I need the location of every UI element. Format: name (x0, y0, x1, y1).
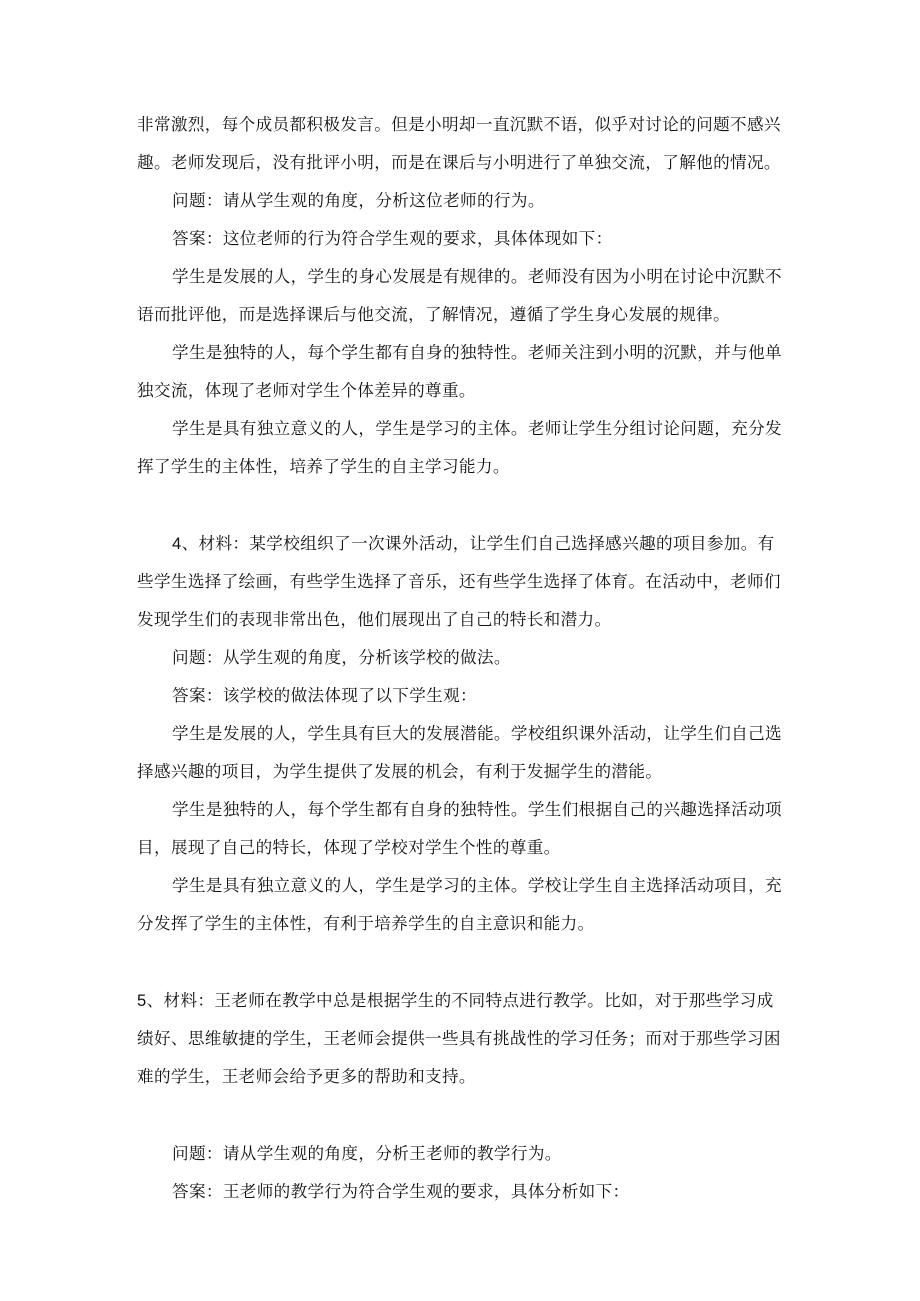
answer-point-line: 学生是发展的人，学生的身心发展是有规律的。老师没有因为小明在讨论中沉默不 (172, 267, 782, 286)
answer-point-line: 学生是具有独立意义的人，学生是学习的主体。学校让学生自主选择活动项目，充 (172, 876, 782, 895)
answer-intro: 答案：该学校的做法体现了以下学生观： (172, 686, 477, 705)
answer-point-line: 目，展现了自己的特长，体现了学校对学生个性的尊重。 (137, 838, 561, 857)
answer-intro: 答案：这位老师的行为符合学生观的要求，具体体现如下： (172, 229, 613, 248)
material-line: 趣。老师发现后，没有批评小明，而是在课后与小明进行了单独交流，了解他的情况。 (137, 153, 781, 172)
question-text: 问题：请从学生观的角度，分析这位老师的行为。 (172, 191, 545, 210)
material-line: 非常激烈，每个成员都积极发言。但是小明却一直沉默不语，似乎对讨论的问题不感兴 (137, 115, 781, 134)
answer-point-line: 独交流，体现了老师对学生个体差异的尊重。 (137, 381, 476, 400)
answer-point-line: 择感兴趣的项目，为学生提供了发展的机会，有利于发掘学生的潜能。 (137, 762, 663, 781)
question-text: 问题：请从学生观的角度，分析王老师的教学行为。 (172, 1144, 562, 1163)
answer-point-line: 分发挥了学生的主体性，有利于培养学生的自主意识和能力。 (137, 914, 595, 933)
material-text: 、材料：某学校组织了一次课外活动，让学生们自己选择感兴趣的项目参加。有 (181, 534, 775, 553)
material-line: 难的学生，王老师会给予更多的帮助和支持。 (137, 1067, 476, 1086)
answer-point-line: 学生是独特的人，每个学生都有自身的独特性。老师关注到小明的沉默，并与他单 (172, 343, 782, 362)
section-number: 5 (137, 991, 147, 1010)
question-text: 问题：从学生观的角度，分析该学校的做法。 (172, 648, 511, 667)
material-line: 绩好、思维敏捷的学生，王老师会提供一些具有挑战性的学习任务；而对于那些学习困 (137, 1029, 781, 1048)
material-line: 些学生选择了绘画，有些学生选择了音乐，还有些学生选择了体育。在活动中，老师们 (137, 572, 781, 591)
material-line: 发现学生们的表现非常出色，他们展现出了自己的特长和潜力。 (137, 610, 612, 629)
answer-intro: 答案：王老师的教学行为符合学生观的要求，具体分析如下： (172, 1182, 630, 1201)
answer-point-line: 学生是独特的人，每个学生都有自身的独特性。学生们根据自己的兴趣选择活动项 (172, 800, 782, 819)
section-5-material-first-line (137, 990, 774, 1012)
section-4-material-first-line (172, 533, 775, 555)
answer-point-line: 挥了学生的主体性，培养了学生的自主学习能力。 (137, 457, 510, 476)
answer-point-line: 学生是发展的人，学生具有巨大的发展潜能。学校组织课外活动，让学生们自己选 (172, 724, 782, 743)
material-text: 、材料：王老师在教学中总是根据学生的不同特点进行教学。比如，对于那些学习成 (146, 991, 774, 1010)
answer-point-line: 语而批评他，而是选择课后与他交流，了解情况，遵循了学生身心发展的规律。 (137, 305, 731, 324)
section-number: 4 (172, 534, 182, 553)
answer-point-line: 学生是具有独立意义的人，学生是学习的主体。老师让学生分组讨论问题，充分发 (172, 419, 782, 438)
